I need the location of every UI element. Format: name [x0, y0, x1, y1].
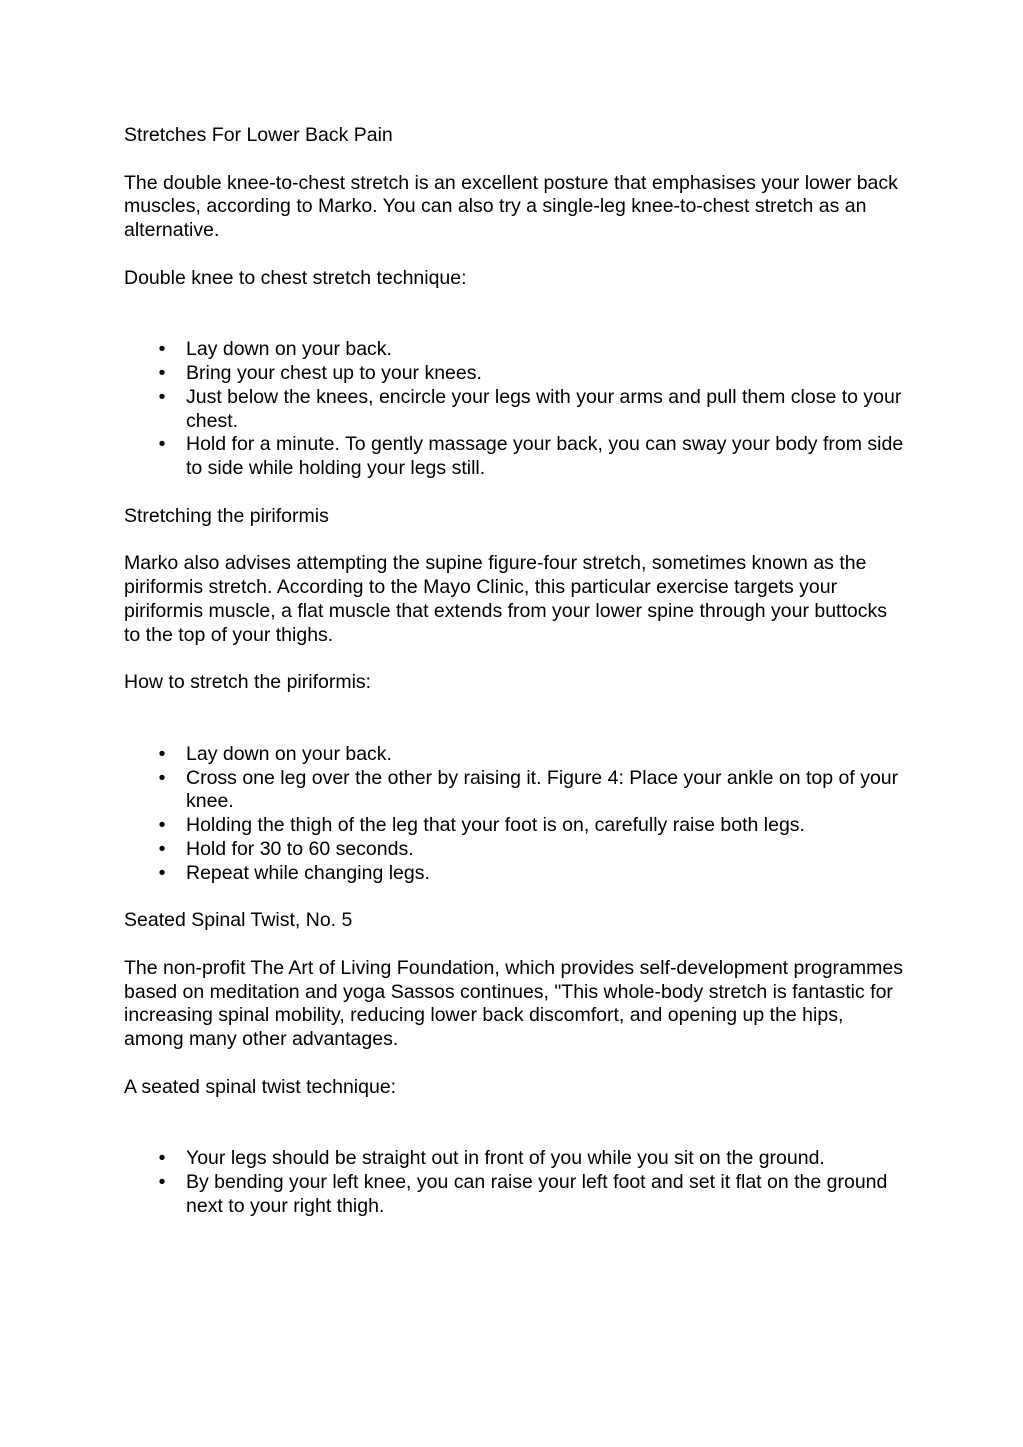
list-item-text: By bending your left knee, you can raise your left foot and set it flat on the ground next to your right thigh. — [186, 1171, 888, 1217]
list-item-text: Hold for 30 to 60 seconds. — [186, 837, 414, 860]
list-item-text: Holding the thigh of the leg that your foot is on, carefully raise both legs. — [186, 814, 805, 837]
list-item — [124, 767, 904, 815]
list-item-text: Just below the knees, encircle your legs with your arms and pull them close to your chest. — [186, 385, 902, 432]
section-seated-spinal-twist — [124, 909, 904, 1218]
technique-heading: How to stretch the piriformis: — [124, 671, 372, 694]
list-item-text: Cross one leg over the other by raising it. Figure 4: Place your ankle on top of your knee. — [186, 766, 899, 813]
section-paragraph: The non-profit The Art of Living Foundation, which provides self-development programmes based on meditation and yoga Sassos continues, "This whole-body stretch is fantastic for increasing spinal mobility, reducing lower back discomfort, and opening up the hips, among many other advantages. — [124, 956, 903, 1051]
list-item — [124, 743, 904, 767]
list-item-text: Your legs should be straight out in front of you while you sit on the ground. — [186, 1147, 825, 1170]
list-item — [124, 362, 904, 386]
list-item-text: Hold for a minute. To gently massage your back, you can sway your body from side to side while holding your legs still. — [186, 433, 904, 480]
bullet-icon: • — [158, 385, 166, 408]
section-title: Stretching the piriformis — [124, 504, 329, 527]
bullet-icon: • — [158, 814, 166, 837]
steps-list — [124, 743, 904, 886]
section-lower-back-pain — [124, 124, 904, 481]
bullet-icon: • — [158, 1171, 166, 1194]
section-piriformis — [124, 505, 904, 886]
bullet-icon: • — [158, 361, 166, 384]
section-title: Stretches For Lower Back Pain — [124, 124, 393, 146]
bullet-icon: • — [158, 338, 166, 361]
list-item-text: Bring your chest up to your knees. — [186, 361, 482, 384]
list-item — [124, 386, 904, 434]
document-page — [124, 124, 904, 1242]
list-item — [124, 862, 904, 886]
section-paragraph: The double knee-to-chest stretch is an excellent posture that emphasises your lower back muscles, according to Marko. You can also try a single-leg knee-to-chest stretch as an alternative. — [124, 171, 898, 242]
list-item — [124, 338, 904, 362]
section-title: Seated Spinal Twist, No. 5 — [124, 909, 353, 932]
steps-list — [124, 338, 904, 481]
technique-heading: A seated spinal twist technique: — [124, 1075, 397, 1098]
list-item — [124, 1147, 904, 1171]
bullet-icon: • — [158, 742, 166, 765]
list-item — [124, 814, 904, 838]
list-item-text: Lay down on your back. — [186, 742, 392, 765]
bullet-icon: • — [158, 861, 166, 884]
bullet-icon: • — [158, 837, 166, 860]
bullet-icon: • — [158, 1147, 166, 1170]
steps-list — [124, 1147, 904, 1218]
bullet-icon: • — [158, 766, 166, 789]
list-item-text: Lay down on your back. — [186, 338, 392, 361]
list-item — [124, 433, 904, 481]
list-item-text: Repeat while changing legs. — [186, 861, 430, 884]
section-paragraph: Marko also advises attempting the supine figure-four stretch, sometimes known as the piriformis stretch. According to the Mayo Clinic, this particular exercise targets your piriformis muscle, a flat muscle that extends from your lower spine through your buttocks to the top of your thighs. — [124, 552, 887, 646]
list-item — [124, 1171, 904, 1219]
list-item — [124, 838, 904, 862]
bullet-icon: • — [158, 433, 166, 456]
technique-heading: Double knee to chest stretch technique: — [124, 266, 467, 289]
